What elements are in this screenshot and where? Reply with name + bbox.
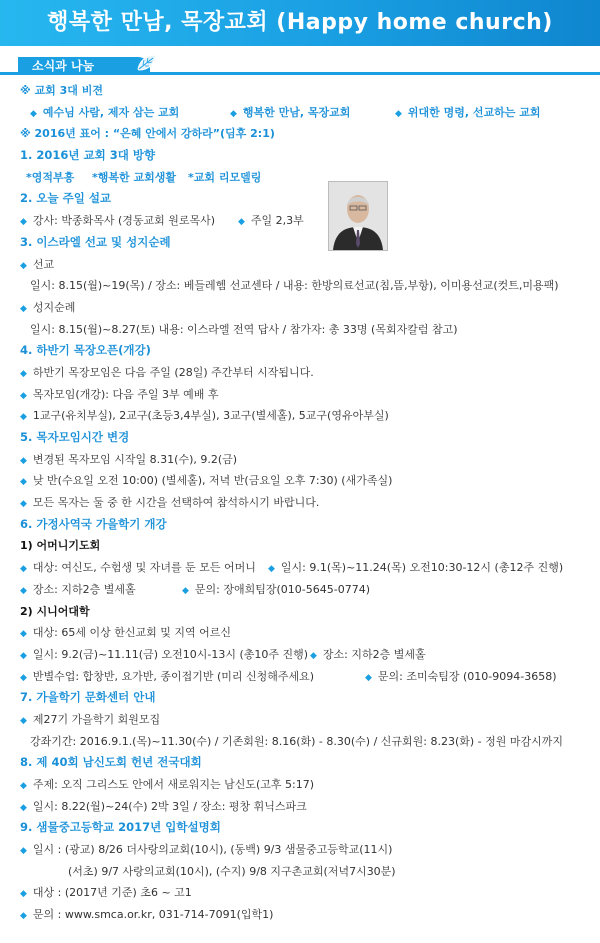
list-item: ◆ 대상: 여신도, 수험생 및 자녀를 둔 모든 어머니 ◆ 일시: 9.1(목)~11.24(목) 오전10:30-12시 (총12주 진행) <box>20 557 590 579</box>
content-body <box>20 80 590 926</box>
diamond-bullet-icon: ◆ <box>20 499 27 510</box>
list-item: ◆ 일시 : (광교) 8/26 더사랑의교회(10시), (동백) 9/3 샘물중고등학교(11시) <box>20 839 590 861</box>
list-item: ◆ 1교구(유치부실), 2교구(초등3,4부실), 3교구(별세홀), 5교구(영유아부실) <box>20 405 590 427</box>
diamond-bullet-icon: ◆ <box>20 650 27 661</box>
list-item-extra: ◆ 장소: 지하2층 별세홀 <box>310 644 426 668</box>
diamond-bullet-icon: ◆ <box>395 108 402 119</box>
list-item: ◆ 주제: 오직 그리스도 안에서 새로워지는 남신도(고후 5:17) <box>20 774 590 796</box>
diamond-bullet-icon: ◆ <box>20 781 27 791</box>
list-item-extra: ◆ 일시: 9.1(목)~11.24(목) 오전10:30-12시 (총12주 진행) <box>268 557 563 581</box>
page-title: 행복한 만남, 목장교회 (Happy home church) <box>47 10 553 35</box>
direction-item: *교회 리모델링 <box>188 170 262 184</box>
list-item-extra: ◆ 문의: 장애희팀장(010-5645-0774) <box>182 579 370 603</box>
diamond-bullet-icon: ◆ <box>268 564 275 575</box>
news-tab <box>18 57 150 75</box>
diamond-bullet-icon: ◆ <box>20 672 27 683</box>
section-heading: 6. 가정사역국 가을학기 개강 <box>20 516 167 531</box>
section-heading: 8. 제 40회 남신도회 헌년 전국대회 <box>20 755 202 770</box>
sermon-service: ◆ 주일 2,3부 <box>238 210 304 234</box>
section-heading: 1. 2016년 교회 3대 방향 <box>20 148 156 163</box>
vision-item: ◆ 행복한 만남, 목장교회 <box>230 102 350 126</box>
section-heading: 2. 오늘 주일 설교 <box>20 191 112 206</box>
direction-row <box>20 167 590 189</box>
direction-item: *행복한 교회생활 <box>92 170 176 184</box>
sermon-row <box>20 210 590 232</box>
diamond-bullet-icon: ◆ <box>20 260 27 271</box>
leaf-icon <box>136 53 158 73</box>
diamond-bullet-icon: ◆ <box>20 217 27 228</box>
diamond-bullet-icon: ◆ <box>365 672 372 683</box>
diamond-bullet-icon: ◆ <box>20 455 27 466</box>
list-item: ◆ 일시: 9.2(금)~11.11(금) 오전10시-13시 (총10주 진행) ◆ 장소: 지하2층 별세홀 <box>20 644 590 666</box>
diamond-bullet-icon: ◆ <box>20 303 27 314</box>
list-detail: (서초) 9/7 사랑의교회(10시), (수지) 9/8 지구촌교회(저녁7시30분) <box>68 864 396 878</box>
sermon-speaker: 강사: 박종화목사 (경동교회 원로목사) <box>32 214 216 228</box>
list-item: ◆ 대상 : (2017년 기준) 초6 ~ 고1 <box>20 882 590 904</box>
diamond-bullet-icon: ◆ <box>20 368 27 379</box>
vision-item: ◆ 위대한 명령, 선교하는 교회 <box>395 102 540 126</box>
header-banner <box>0 0 600 46</box>
section-heading: 5. 목자모임시간 변경 <box>20 430 130 444</box>
diamond-bullet-icon: ◆ <box>182 585 189 596</box>
diamond-bullet-icon: ◆ <box>20 477 27 488</box>
list-item: ◆ 하반기 목장모임은 다음 주일 (28일) 주간부터 시작됩니다. <box>20 362 590 384</box>
diamond-bullet-icon: ◆ <box>20 889 27 900</box>
list-item: ◆ 변경된 목자모임 시작일 8.31(수), 9.2(금) <box>20 449 590 471</box>
list-item: ◆ 문의 : www.smca.or.kr, 031-714-7091(입학1) <box>20 904 590 926</box>
diamond-bullet-icon: ◆ <box>20 846 27 857</box>
section-heading: 9. 샘물중고등학교 2017년 입학설명회 <box>20 820 221 835</box>
year-motto: ※ 2016년 표어 : “은혜 안에서 강하라”(딤후 2:1) <box>20 127 275 141</box>
diamond-bullet-icon: ◆ <box>20 802 27 813</box>
list-item: ◆ 모든 목자는 둘 중 한 시간을 선택하여 참석하시기 바랍니다. <box>20 492 590 514</box>
diamond-bullet-icon: ◆ <box>20 390 27 401</box>
section-heading: 7. 가을학기 문화센터 안내 <box>20 690 156 705</box>
diamond-bullet-icon: ◆ <box>20 585 27 596</box>
list-item: ◆ 일시: 8.22(월)~24(수) 2박 3일 / 장소: 평창 휘닉스파크 <box>20 796 590 818</box>
list-item: ◆ 대상: 65세 이상 한신교회 및 지역 어르신 <box>20 622 590 644</box>
list-detail: 일시: 8.15(월)~8.27(토) 내용: 이스라엘 전역 답사 / 참가자: 총 33명 (목회자칼럼 참고) <box>30 322 458 336</box>
subsection-heading: 1) 어머니기도회 <box>20 539 101 553</box>
list-item: ◆ 장소: 지하2층 별세홀 ◆ 문의: 장애희팀장(010-5645-0774) <box>20 579 590 601</box>
diamond-bullet-icon: ◆ <box>310 650 317 661</box>
vision-items-row <box>20 102 590 124</box>
direction-item: *영적부흥 <box>26 170 75 184</box>
diamond-bullet-icon: ◆ <box>20 715 27 726</box>
list-item: ◆ 목자모임(개강): 다음 주일 3부 예배 후 <box>20 384 590 406</box>
list-item: ◆ 낮 반(수요일 오전 10:00) (별세홀), 저녁 반(금요일 오후 7:30) (새가족실) <box>20 470 590 492</box>
diamond-bullet-icon: ◆ <box>20 564 27 575</box>
list-detail: 일시: 8.15(월)~19(목) / 장소: 베들레헴 선교센타 / 내용: 한방의료선교(침,뜸,부항), 이미용선교(컷트,미용팩) <box>30 279 559 293</box>
list-item: ◆ 제27기 가을학기 회원모집 <box>20 709 590 731</box>
diamond-bullet-icon: ◆ <box>230 108 237 119</box>
list-detail: 강좌기간: 2016.9.1.(목)~11.30(수) / 기존회원: 8.16(화) - 8.30(수) / 신규회원: 8.23(화) - 정원 마감시까지 <box>30 734 564 748</box>
section-tab-bar <box>0 57 600 75</box>
diamond-bullet-icon: ◆ <box>30 108 37 119</box>
news-tab-label: 소식과 나눔 <box>32 59 95 73</box>
section-heading: 4. 하반기 목장오픈(개강) <box>20 343 151 358</box>
diamond-bullet-icon: ◆ <box>20 911 27 922</box>
subsection-heading: 2) 시니어대학 <box>20 604 90 618</box>
list-item-extra: ◆ 문의: 조미숙팀장 (010-9094-3658) <box>365 666 557 690</box>
diamond-bullet-icon: ◆ <box>238 217 245 228</box>
vision-heading: ※ 교회 3대 비젼 <box>20 84 103 97</box>
diamond-bullet-icon: ◆ <box>20 629 27 640</box>
list-item: ◆ 선교 <box>20 254 590 276</box>
diamond-bullet-icon: ◆ <box>20 412 27 423</box>
vision-item: ◆ 예수님 사람, 제자 삼는 교회 <box>30 102 179 126</box>
section-heading: 3. 이스라엘 선교 및 성지순례 <box>20 234 171 249</box>
list-item: ◆ 성지순례 <box>20 297 590 319</box>
list-item: ◆ 반별수업: 합창반, 요가반, 종이접기반 (미리 신청해주세요) ◆ 문의: 조미숙팀장 (010-9094-3658) <box>20 666 590 688</box>
